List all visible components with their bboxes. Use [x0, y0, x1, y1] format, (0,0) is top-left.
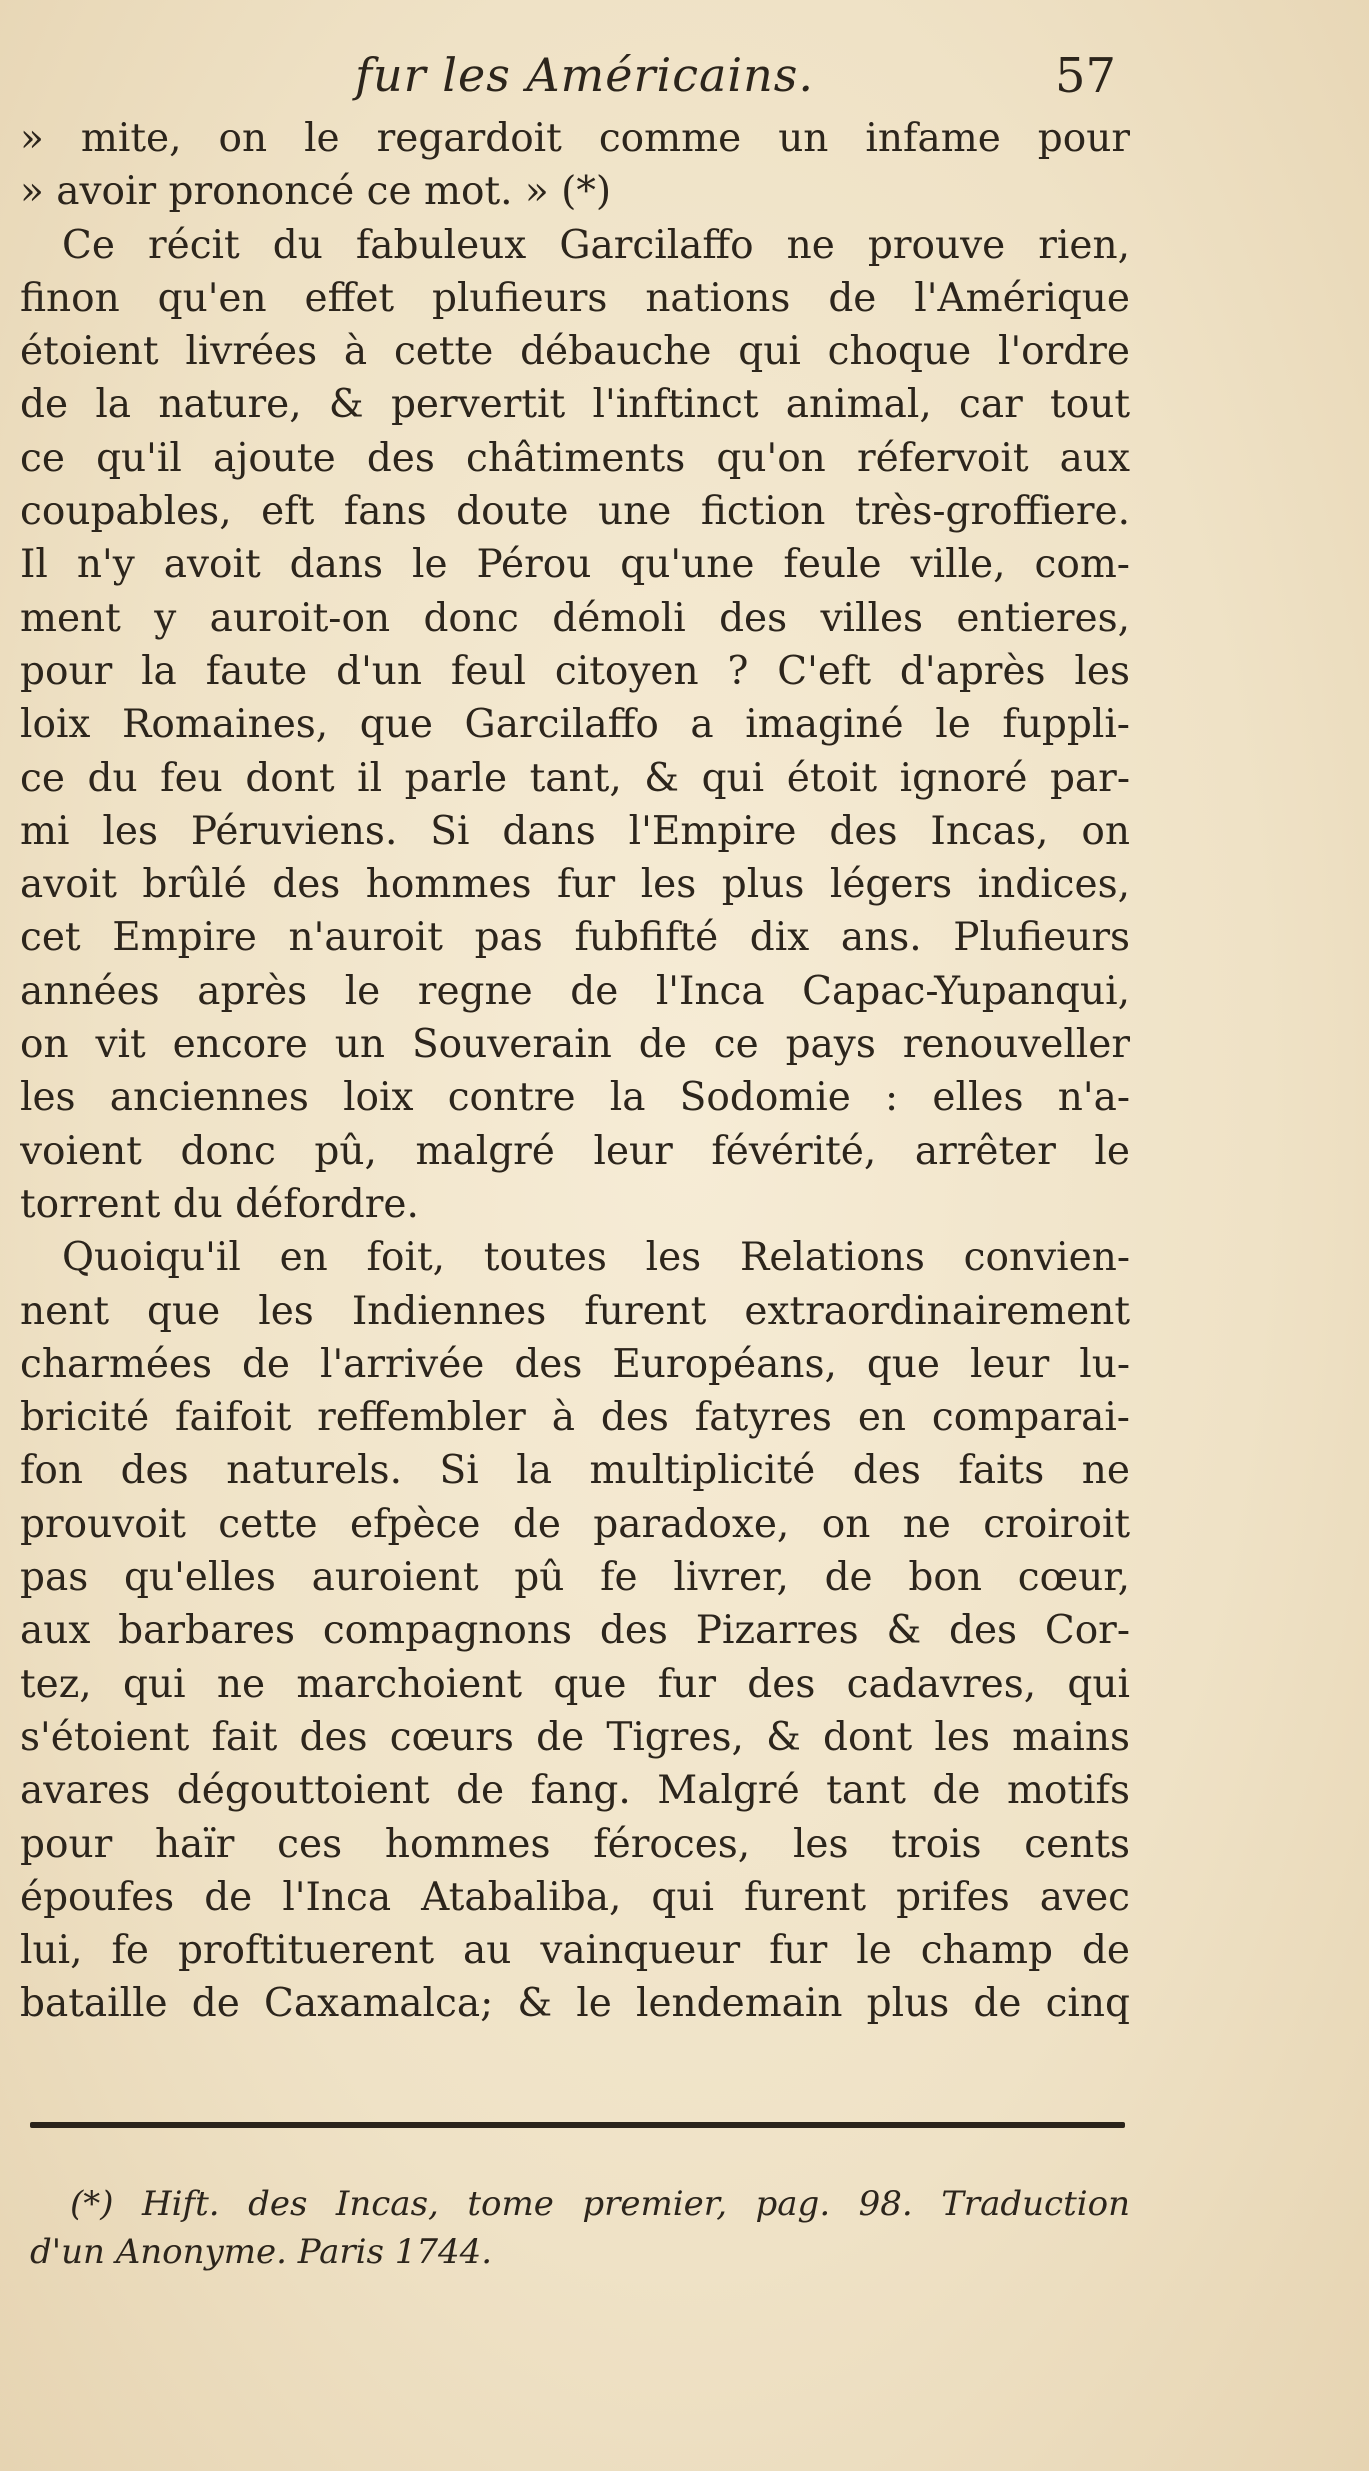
running-title: fur les Américains.	[355, 48, 814, 102]
text-line: prouvoit cette efpèce de paradoxe, on ne croiroit	[20, 1501, 1130, 1547]
text-line: s'étoient fait des cœurs de Tigres, & dont les mains	[20, 1714, 1130, 1760]
text-line: bricité faifoit reffembler à des fatyres en comparai-	[20, 1395, 1130, 1441]
text-line: » mite, on le regardoit comme un infame pour	[20, 116, 1130, 161]
text-line: voient donc pû, malgré leur févérité, arrêter le	[20, 1128, 1130, 1174]
text-line: mi les Péruviens. Si dans l'Empire des Incas, on	[20, 808, 1130, 854]
text-line: ment y auroit-on donc démoli des villes entieres,	[20, 595, 1130, 641]
text-line: aux barbares compagnons des Pizarres & des Cor-	[20, 1608, 1130, 1654]
footnote	[30, 2180, 1130, 2276]
text-line: bataille de Caxamalca; & le lendemain plus de cinq	[20, 1981, 1130, 2027]
text-line: Ce récit du fabuleux Garcilaffo ne prouve rien,	[62, 222, 1130, 268]
text-line: fon des naturels. Si la multiplicité des faits ne	[20, 1448, 1130, 1494]
body-text	[20, 112, 1130, 2031]
page-number: 57	[1055, 48, 1117, 104]
text-line: pas qu'elles auroient pû fe livrer, de bon cœur,	[20, 1555, 1130, 1601]
text-line: torrent du défordre.	[20, 1181, 419, 1227]
text-line: nent que les Indiennes furent extraordinairement	[20, 1288, 1130, 1334]
text-line: pour la faute d'un feul citoyen ? C'eft d'après les	[20, 648, 1130, 694]
text-line: finon qu'en effet plufieurs nations de l'Amérique	[20, 275, 1130, 321]
footnote-line: (*) Hift. des Incas, tome premier, pag. 98. Traduction	[70, 2184, 1130, 2224]
text-line: de la nature, & pervertit l'inftinct animal, car tout	[20, 382, 1130, 428]
text-line: années après le regne de l'Inca Capac-Yupanqui,	[20, 968, 1130, 1014]
footnote-rule	[30, 2122, 1125, 2128]
text-line: charmées de l'arrivée des Européans, que leur lu-	[20, 1341, 1130, 1387]
text-line: lui, fe proftituerent au vainqueur fur le champ de	[20, 1928, 1130, 1974]
text-line: ce qu'il ajoute des châtiments qu'on réfervoit aux	[20, 435, 1130, 481]
text-line: ce du feu dont il parle tant, & qui étoit ignoré par-	[20, 755, 1130, 801]
page-header	[0, 48, 1369, 118]
text-line: avares dégouttoient de fang. Malgré tant de motifs	[20, 1768, 1130, 1814]
text-line: tez, qui ne marchoient que fur des cadavres, qui	[20, 1661, 1130, 1707]
footnote-line: d'un Anonyme. Paris 1744.	[30, 2232, 493, 2272]
text-line: on vit encore un Souverain de ce pays renouveller	[20, 1022, 1130, 1068]
text-line: Il n'y avoit dans le Pérou qu'une feule ville, com-	[20, 542, 1130, 588]
text-line: époufes de l'Inca Atabaliba, qui furent prifes avec	[20, 1874, 1130, 1920]
text-line: les anciennes loix contre la Sodomie : elles n'a-	[20, 1075, 1130, 1121]
text-line: avoit brûlé des hommes fur les plus légers indices,	[20, 862, 1130, 908]
text-line: coupables, eft fans doute une fiction très-groffiere.	[20, 489, 1130, 535]
text-line: pour haïr ces hommes féroces, les trois cents	[20, 1821, 1130, 1867]
text-line: étoient livrées à cette débauche qui choque l'ordre	[20, 329, 1130, 375]
text-line: Quoiqu'il en foit, toutes les Relations convien-	[62, 1235, 1130, 1281]
text-line: cet Empire n'auroit pas fubfifté dix ans. Plufieurs	[20, 915, 1130, 961]
text-line: » avoir prononcé ce mot. » (*)	[20, 169, 612, 215]
text-line: loix Romaines, que Garcilaffo a imaginé le fuppli-	[20, 702, 1130, 748]
